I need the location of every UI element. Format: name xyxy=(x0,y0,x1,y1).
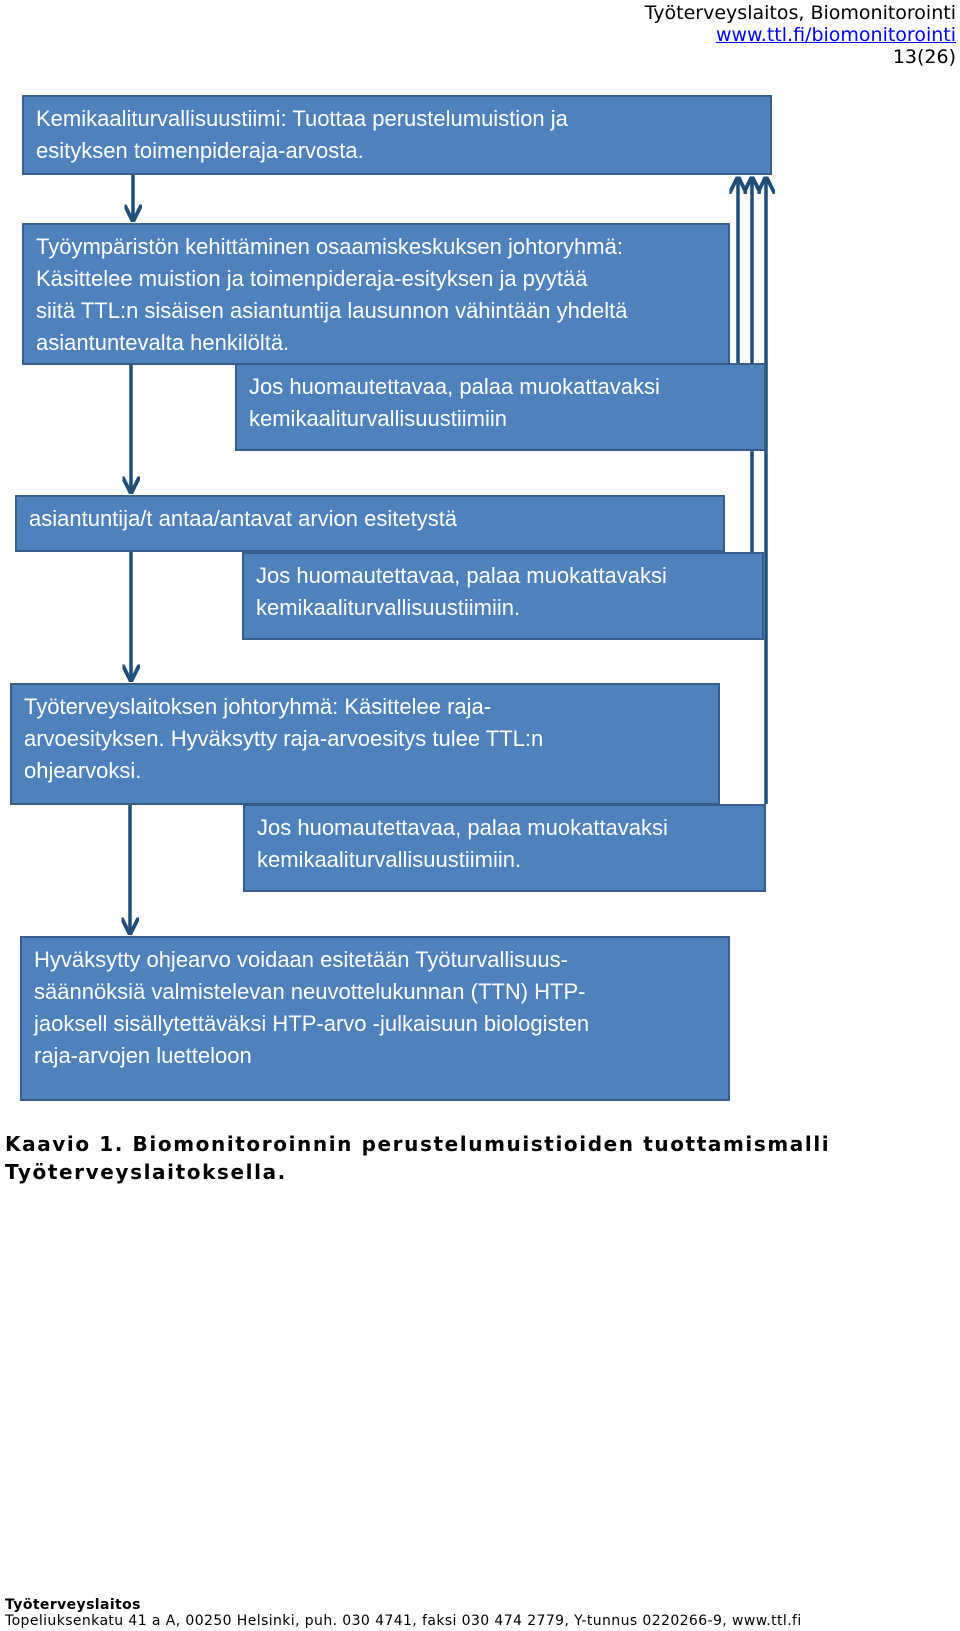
box8-line: jaoksell sisällytettäväksi HTP-arvo -julkaisuun biologisten xyxy=(34,1011,590,1036)
page-footer xyxy=(5,1597,802,1629)
footer-organization: Työterveyslaitos xyxy=(5,1597,141,1613)
box2-line: asiantuntevalta henkilöltä. xyxy=(36,330,290,355)
page-number: 13(26) xyxy=(892,46,956,68)
box6-line: arvoesityksen. Hyväksytty raja-arvoesitys tulee TTL:n xyxy=(24,726,544,751)
box2-line: Työympäristön kehittäminen osaamiskeskuksen johtoryhmä: xyxy=(36,234,623,259)
box4-line: asiantuntija/t antaa/antavat arvion esitetystä xyxy=(29,506,458,531)
flow-box-chemical-safety-team xyxy=(22,95,772,175)
flow-box-return-note-1 xyxy=(235,363,766,451)
flow-box-competence-center-board xyxy=(22,223,730,365)
box8-line: Hyväksytty ohjearvo voidaan esitetään Työturvallisuus- xyxy=(34,947,568,972)
box8-line: raja-arvojen luetteloon xyxy=(34,1043,252,1068)
caption-line: Työterveyslaitoksella. xyxy=(5,1160,287,1184)
footer-address: Topeliuksenkatu 41 a A, 00250 Helsinki, puh. 030 4741, faksi 030 474 2779, Y-tunnus 0220266-9, www.ttl.fi xyxy=(5,1613,802,1629)
flow-box-return-note-2 xyxy=(242,552,764,640)
figure-caption xyxy=(5,1130,945,1186)
box5-line: Jos huomautettavaa, palaa muokattavaksi xyxy=(256,563,667,588)
header-link[interactable]: www.ttl.fi/biomonitorointi xyxy=(715,24,956,46)
box7-line: Jos huomautettavaa, palaa muokattavaksi xyxy=(257,815,668,840)
box3-line: kemikaaliturvallisuustiimiin xyxy=(249,406,507,431)
flow-box-expert-review xyxy=(15,495,725,552)
box6-line: Työterveyslaitoksen johtoryhmä: Käsittelee raja- xyxy=(24,694,492,719)
box7-line: kemikaaliturvallisuustiimiin. xyxy=(257,847,522,872)
caption-line: Kaavio 1. Biomonitoroinnin perustelumuistioiden tuottamismalli xyxy=(5,1132,831,1156)
box5-line: kemikaaliturvallisuustiimiin. xyxy=(256,595,521,620)
flow-box-approved-guideline xyxy=(20,936,730,1101)
header-organization: Työterveyslaitos, Biomonitorointi xyxy=(644,2,956,24)
box2-line: siitä TTL:n sisäisen asiantuntija lausunnon vähintään yhdeltä xyxy=(36,298,628,323)
box8-line: säännöksiä valmistelevan neuvottelukunnan (TTN) HTP- xyxy=(34,979,586,1004)
flow-box-ttl-board xyxy=(10,683,720,805)
flow-box-return-note-3 xyxy=(243,804,766,892)
box6-line: ohjearvoksi. xyxy=(24,758,142,783)
box2-line: Käsittelee muistion ja toimenpideraja-esityksen ja pyytää xyxy=(36,266,588,291)
box3-line: Jos huomautettavaa, palaa muokattavaksi xyxy=(249,374,660,399)
box1-line: esityksen toimenpideraja-arvosta. xyxy=(36,138,364,163)
box1-line: Kemikaaliturvallisuustiimi: Tuottaa perustelumuistion ja xyxy=(36,106,568,131)
